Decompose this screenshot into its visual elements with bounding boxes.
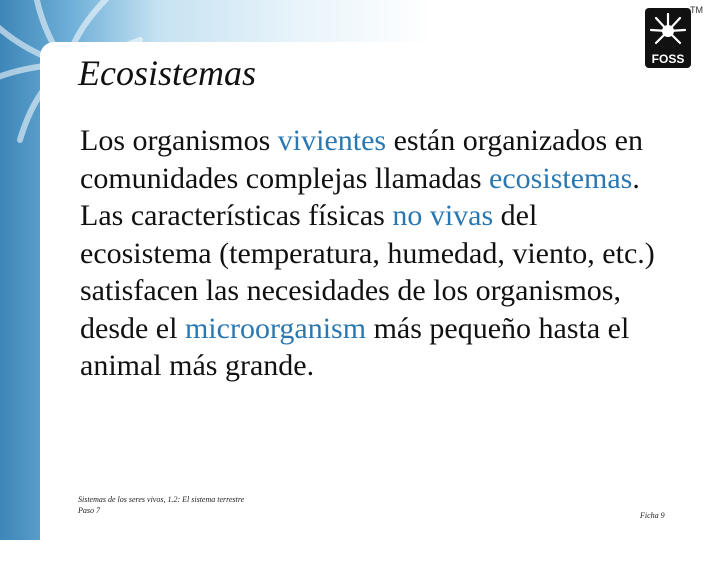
body-text: más pequeño hasta el animal más grande. [80, 311, 630, 382]
footer-page: Ficha 9 [640, 511, 665, 520]
highlight-term: no vivas [392, 199, 494, 232]
foss-sun-logo-icon [645, 8, 691, 68]
body-text: del ecosistema (temperatura, humedad, viento, etc.) satisfacen las necesidades de los organismos, desde el [80, 199, 655, 345]
body-text: . Las características físicas [80, 161, 640, 232]
footer-source [78, 494, 244, 516]
highlight-term: microorganism [184, 311, 367, 345]
highlight-term: ecosistemas [489, 161, 633, 195]
slide-title: Ecosistemas [78, 53, 256, 93]
trademark-mark: TM [690, 5, 703, 15]
logo-label: FOSS [651, 52, 685, 66]
highlight-term: vivientes [277, 124, 387, 157]
footer-line-2: Paso 7 [78, 506, 100, 515]
body-text: Los organismos [80, 124, 278, 157]
slide-body [80, 122, 670, 385]
body-text: están organizados en comunidades complejas llamadas [80, 124, 643, 195]
footer-line-1: Sistemas de los seres vivos, 1.2: El sistema terrestre [78, 495, 245, 504]
